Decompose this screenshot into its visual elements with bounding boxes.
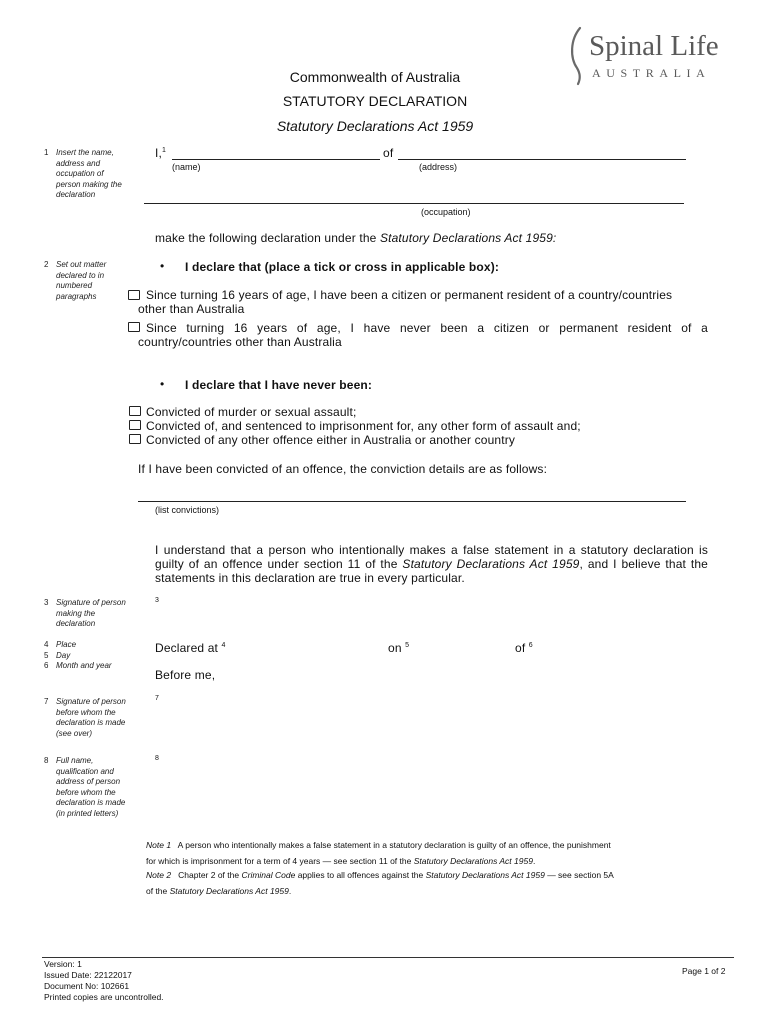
margin-note-8: 8 Full name, qualification and address of person before whom the declaration is made (in printed letters) <box>44 756 126 818</box>
conviction-intro: If I have been convicted of an offence, the conviction details are as follows: <box>138 462 548 476</box>
address-field[interactable] <box>398 159 686 160</box>
section1-heading: I declare that (place a tick or cross in applicable box): <box>185 260 499 274</box>
understand-line-3: statements in this declaration are true in every particular. <box>155 571 465 585</box>
margin-note-1: 1 Insert the name, address and occupation of person making the declaration <box>44 148 122 199</box>
checkbox-assault[interactable] <box>129 420 141 430</box>
footer-printed-note: Printed copies are uncontrolled. <box>44 992 164 1002</box>
declarant-i-label: I,$^1$ <box>155 146 167 160</box>
list-convictions-caption: (list convictions) <box>155 505 220 515</box>
name-field[interactable] <box>172 159 380 160</box>
note-2: Note 2 Chapter 2 of the Criminal Code applies to all offences against the Statutory Declarations Act 1959 — see section 5A of the Statutory Declarations Act 1959. <box>146 870 614 896</box>
conviction-item-3: Convicted of any other offence either in Australia or another country <box>146 433 516 447</box>
footer-version: Version: 1 <box>44 959 82 969</box>
footer-divider <box>42 957 734 958</box>
footer-meta <box>44 959 164 1003</box>
footer-document-no: Document No: 102661 <box>44 981 130 991</box>
declarant-of-label: of <box>383 146 394 160</box>
header-commonwealth: Commonwealth of Australia <box>289 69 461 85</box>
name-caption: (name) <box>172 162 201 172</box>
convictions-field[interactable] <box>138 501 686 502</box>
margin-note-4: 4 Place <box>44 640 77 649</box>
option-1-line-1: Since turning 16 years of age, I have been a citizen or permanent resident of a country/countries <box>146 288 673 302</box>
conviction-item-2: Convicted of, and sentenced to imprisonment for, any other form of assault and; <box>146 419 581 433</box>
bullet-icon: • <box>160 377 165 391</box>
address-caption: (address) <box>419 162 458 172</box>
conviction-item-1: Convicted of murder or sexual assault; <box>146 405 357 419</box>
option-2-line-1: Since turning 16 years of age, I have never been a citizen or permanent resident of a <box>146 321 708 335</box>
margin-note-7: 7 Signature of person before whom the declaration is made (see over) <box>44 697 126 738</box>
margin-note-5: 5 Day <box>44 650 71 660</box>
understand-line-1: I understand that a person who intentionally makes a false statement in a statutory declaration is <box>155 543 708 557</box>
margin-note-6: 6 Month and year <box>44 661 112 670</box>
intro-text: make the following declaration under the Statutory Declarations Act 1959: <box>155 231 557 245</box>
checkbox-option-1[interactable] <box>128 290 140 300</box>
checkbox-other-offence[interactable] <box>129 434 141 444</box>
checkbox-murder[interactable] <box>129 406 141 416</box>
bullet-icon: • <box>160 259 165 273</box>
section2-heading: I declare that I have never been: <box>185 378 373 392</box>
option-1-line-2: other than Australia <box>138 302 245 316</box>
margin-note-2: 2 Set out matter declared to in numbered paragraphs <box>44 260 107 301</box>
header-title: STATUTORY DECLARATION <box>282 93 468 109</box>
signature-marker-3: 3 <box>155 597 159 604</box>
signature-marker-7: 7 <box>155 695 159 702</box>
header-act: Statutory Declarations Act 1959 <box>276 118 474 134</box>
before-me-label: Before me, <box>155 668 216 682</box>
option-2-line-2: country/countries other than Australia <box>138 335 342 349</box>
of-label: of $^6$ <box>515 641 533 655</box>
on-label: on $^5$ <box>388 641 410 655</box>
logo-subtitle: AUSTRALIA <box>592 66 711 80</box>
logo-wordmark: Spinal Life <box>589 30 719 62</box>
footer-page-number: Page 1 of 2 <box>682 966 726 976</box>
understand-line-2: guilty of an offence under section 11 of the Statutory Declarations Act 1959, and I believe that the <box>155 557 708 571</box>
declared-at-label: Declared at $^4$ <box>155 641 226 655</box>
note-1: Note 1 A person who intentionally makes a false statement in a statutory declaration is guilty of an offence, the punishment for which is imprisonment for a term of 4 years — see section 11 of the Statutory Declarations Act 1959. <box>146 840 611 866</box>
signature-marker-8: 8 <box>155 755 159 762</box>
occupation-caption: (occupation) <box>421 207 471 217</box>
checkbox-option-2[interactable] <box>128 322 140 332</box>
occupation-field[interactable] <box>144 203 684 204</box>
footer-issued-date: Issued Date: 22122017 <box>44 970 132 980</box>
margin-note-3: 3 Signature of person making the declaration <box>44 598 126 628</box>
